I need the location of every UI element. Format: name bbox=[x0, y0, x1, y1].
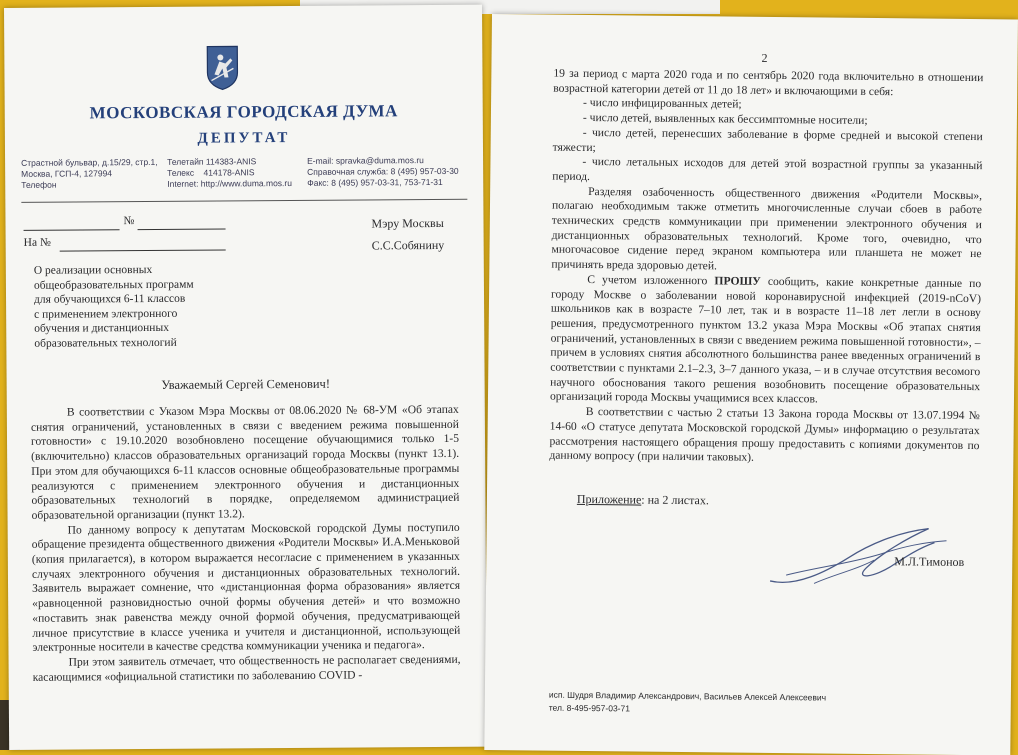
organization-subtitle: ДЕПУТАТ bbox=[197, 130, 291, 147]
letterhead-divider bbox=[21, 199, 467, 203]
letter-page-1 bbox=[4, 5, 487, 750]
moscow-coat-of-arms-icon bbox=[205, 44, 239, 90]
statistics-list bbox=[552, 96, 983, 189]
address-line: Страстной бульвар, д.15/29, стр.1, bbox=[21, 156, 158, 168]
contact-line: Факс: 8 (495) 957-03-31, 753-71-31 bbox=[307, 176, 443, 188]
executor-block bbox=[549, 689, 827, 718]
subject-line: образовательных технологий bbox=[34, 336, 177, 350]
attachment-label: Приложение bbox=[576, 491, 642, 507]
outgoing-number-line bbox=[138, 228, 226, 230]
organization-name: МОСКОВСКАЯ ГОРОДСКАЯ ДУМА bbox=[89, 101, 398, 123]
reply-to-label: На № bbox=[23, 236, 51, 249]
addressee-line: Мэру Москвы bbox=[371, 215, 444, 231]
teletype-line: Телекс 414178-ANIS bbox=[167, 167, 255, 178]
outgoing-date-line bbox=[24, 229, 120, 231]
subject-line: для обучающихся 6-11 классов bbox=[33, 292, 186, 306]
contacts-block bbox=[307, 155, 459, 189]
attachment-note bbox=[577, 492, 709, 508]
contact-line: Справочная служба: 8 (495) 957-03-30 bbox=[307, 165, 459, 177]
letter-page-2 bbox=[484, 14, 1018, 755]
body-paragraph: 19 за период с марта 2020 года и по сентябрь 2020 года включительно в отношении возрастной категории детей от 11 до 18 лет» и включающими в себя: bbox=[553, 66, 984, 98]
body-paragraph: В соответствии с Указом Мэра Москвы от 08.06.2020 № 68-УМ «Об этапах снятия ограничений, установленных в связи с введением режима повышенной готовности» с 19.10.2020 возобновлено посещение обучающимися только 1-5 (включительно) классов образовательных организаций города Москвы (пункт 13.1). При этом для обучающихся 6-11 классов основные общеобразовательные программы реализуются с применением электронного обучения и дистанционных образовательных технологий в порядке, определяемом администрацией образовательной организации (пункт 13.2). bbox=[30, 402, 460, 522]
subject-line: общеобразовательных программ bbox=[33, 278, 194, 292]
request-keyword: ПРОШУ bbox=[714, 274, 761, 288]
subject-line: с применением электронного bbox=[34, 307, 178, 321]
body-paragraph: В соответствии с частью 2 статьи 13 Закона города Москвы от 13.07.1994 № 14-60 «О статусе депутата Московской городской Думы» информацию о результатах рассмотрения настоящего обращения прошу предоставить с копиями документов по данному вопросу (при наличии таковых). bbox=[549, 405, 980, 465]
request-text: С учетом изложенного bbox=[587, 272, 715, 288]
request-paragraph bbox=[550, 272, 981, 409]
reply-to-line bbox=[60, 249, 226, 251]
signatory-name: М.Л.Тимонов bbox=[894, 554, 965, 569]
attachment-value: : на 2 листах. bbox=[641, 492, 709, 508]
body-paragraph: Разделяя озабоченность общественного движения «Родители Москвы», полагаю необходимым также отметить многочисленные случаи сбоев в работе технических средств коммуникации при применении электронного обучения и дистанционных образовательных технологий. Кроме того, очевидно, что многочасовое сидение перед экраном компьютера или планшета не может не причинять вреда здоровью детей. bbox=[551, 184, 983, 273]
address-block bbox=[21, 157, 158, 191]
subject-line: обучения и дистанционных bbox=[34, 322, 169, 336]
address-line: Телефон bbox=[21, 179, 57, 190]
request-text: сообщить, какие конкретные данные по городу Москве о заболевании новой коронавирусной инфекцией (2019-nCoV) школьников как в возрасте 7–10 лет, так и в возрасте 11–18 лет легли в основу решения, предусмотренного пунктом 13.2 указа Мэра Москвы «Об этапах снятия ограничений, установленных в связи с введением режима повышенной готовности», – причем в условиях снятия абсолютного большинства ранее введенных ограничений в соответствии с пунктами 2.1–2.3, 3–7 данного указа, – и в случае отсутствия весомого научного обоснования такого решения возобновить посещение образовательных организаций города Москвы учащимися всех классов. bbox=[549, 274, 982, 406]
letter-body-page-2 bbox=[549, 67, 983, 468]
executor-line: исп. Шудря Владимир Александрович, Васильев Алексей Алексеевич bbox=[548, 689, 827, 703]
teletype-line: Internet: http://www.duma.mos.ru bbox=[167, 177, 292, 189]
letter-body-page-1 bbox=[31, 403, 461, 685]
contact-line: E-mail: spravka@duma.mos.ru bbox=[307, 155, 424, 166]
addressee bbox=[371, 212, 444, 257]
address-line: Москва, ГСП-4, 127994 bbox=[21, 168, 113, 179]
salutation: Уважаемый Сергей Семенович! bbox=[161, 376, 331, 392]
addressee-line: С.С.Собянину bbox=[371, 237, 445, 253]
page-number: 2 bbox=[761, 50, 768, 65]
body-paragraph: При этом заявитель отмечает, что общественность не располагает сведениями, касающимися «официальной статистики по заболеванию COVID - bbox=[32, 652, 461, 684]
executor-phone: тел. 8-495-957-03-71 bbox=[548, 702, 631, 714]
list-item: - число летальных исходов для детей этой возрастной группы за указанный период. bbox=[552, 155, 983, 183]
list-item: - число детей, перенесших заболевание в форме средней и высокой степени тяжести; bbox=[552, 125, 983, 154]
teletype-line: Телетайп 114383-ANIS bbox=[167, 156, 257, 167]
list-item: - число инфицированных детей; bbox=[583, 96, 742, 112]
letter-subject bbox=[34, 262, 235, 351]
list-item: - число детей, выявленных как бессимптомные носители; bbox=[582, 111, 868, 128]
body-paragraph: По данному вопросу к депутатам Московской городской Думы поступило обращение президента общественного движения «Родители Москвы» И.А.Меньковой (копия прилагается), в котором выражается несогласие с применением в указанных случаях электронного обучения и дистанционных образовательных технологий. Заявитель выражает сомнение, что «дистанционная форма образования» является «равноценной разновидностью очной формы обучения детей» и что возможно «поставить знак равенства между очной формой обучения, предусматривающей личное присутствие в классе ученика и учителя и дистанционной, использующей электронные носители в качестве средства коммуникации ученика и педагога». bbox=[31, 520, 461, 655]
subject-line: О реализации основных bbox=[33, 263, 153, 277]
number-sign: № bbox=[123, 215, 135, 228]
teletype-block bbox=[167, 156, 292, 190]
